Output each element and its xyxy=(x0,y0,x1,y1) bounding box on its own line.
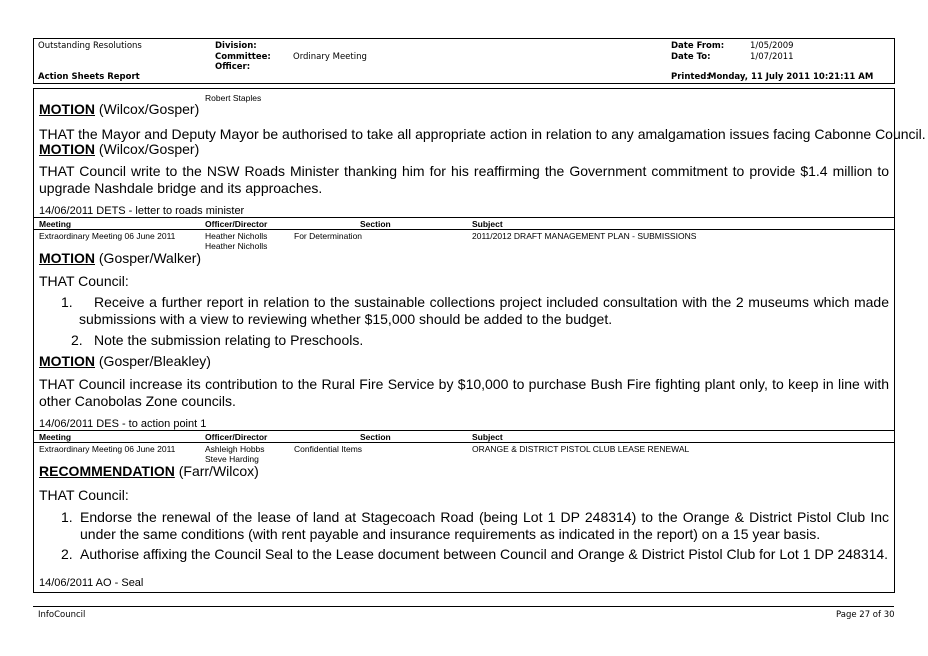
col-meeting-header: Meeting xyxy=(39,219,72,229)
recommendation-heading xyxy=(39,463,259,479)
table1-top-rule xyxy=(33,217,894,218)
motion-label: MOTION xyxy=(39,141,95,157)
motion-label: MOTION xyxy=(39,353,95,369)
motion-movers: (Gosper/Bleakley) xyxy=(98,353,211,369)
list1-item2-text: Note the submission relating to Preschools. xyxy=(94,332,364,348)
motion-movers: (Wilcox/Gosper) xyxy=(98,101,200,117)
footer-left: InfoCouncil xyxy=(38,610,86,620)
table1-header-rule xyxy=(33,229,894,230)
that-council-1: THAT Council: xyxy=(39,273,129,289)
row2-officer: Ashleigh Hobbs xyxy=(205,444,265,454)
row1-section: For Determination xyxy=(294,231,363,241)
report-name: Action Sheets Report xyxy=(38,72,140,82)
para-rfs: THAT Council increase its contribution to the Rural Fire Service by $10,000 to purchase Bush Fire fighting plant only, to keep in line with other Canobolas Zone councils. xyxy=(39,376,889,409)
action-note-1: 14/06/2011 DETS - letter to roads minister xyxy=(39,205,245,217)
row1-officer-2: Heather Nicholls xyxy=(205,241,268,251)
printed-label: Printed: xyxy=(671,72,710,82)
report-left-title: Outstanding Resolutions xyxy=(38,41,142,51)
committee-value: Ordinary Meeting xyxy=(293,52,367,62)
row2-subject: ORANGE & DISTRICT PISTOL CLUB LEASE RENEWAL xyxy=(472,444,690,454)
that-council-2: THAT Council: xyxy=(39,487,129,503)
list1-item1-line1: Receive a further report in relation to the sustainable collections project included consultation with the 2 museums which made xyxy=(94,294,889,310)
motion-movers: (Gosper/Walker) xyxy=(98,250,202,266)
motion-heading-4 xyxy=(39,353,211,369)
motion-movers: (Wilcox/Gosper) xyxy=(98,141,200,157)
col-subject-header: Subject xyxy=(472,219,503,229)
page-number: Page 27 of 30 xyxy=(836,610,895,620)
row2-section: Confidential Items xyxy=(294,444,363,454)
row2-meeting: Extraordinary Meeting 06 June 2011 xyxy=(39,444,176,454)
printed-value: Monday, 11 July 2011 10:21:11 AM xyxy=(708,72,874,82)
list1-item2-number: 2. xyxy=(71,332,83,348)
col-officer-header: Officer/Director xyxy=(205,432,268,442)
para-roads: THAT Council write to the NSW Roads Minister thanking him for his reaffirming the Government commitment to provide $1.4 million to upgrade Nashdale bridge and its approaches. xyxy=(39,163,889,196)
action-note-2: 14/06/2011 DES - to action point 1 xyxy=(39,418,207,430)
motion-label: MOTION xyxy=(39,101,95,117)
row1-officer: Heather Nicholls xyxy=(205,231,268,241)
row1-subject: 2011/2012 DRAFT MANAGEMENT PLAN - SUBMISSIONS xyxy=(472,231,697,241)
action-note-3: 14/06/2011 AO - Seal xyxy=(39,577,144,589)
date-from-label: Date From: xyxy=(671,41,725,51)
recommendation-label: RECOMMENDATION xyxy=(39,463,175,479)
col-officer-header: Officer/Director xyxy=(205,219,268,229)
officer-carry: Robert Staples xyxy=(205,93,262,103)
date-to-value: 1/07/2011 xyxy=(750,52,794,62)
list1-item1-line2: submissions with a view to reviewing whether $15,000 should be added to the budget. xyxy=(79,311,613,327)
col-meeting-header: Meeting xyxy=(39,432,72,442)
motion-label: MOTION xyxy=(39,250,95,266)
row2-officer-2: Steve Harding xyxy=(205,454,259,464)
motion-heading-2 xyxy=(39,141,199,157)
committee-label: Committee: xyxy=(215,52,271,62)
list2-item1-number: 1. xyxy=(61,509,73,525)
list1-item1-number: 1. xyxy=(61,294,73,310)
motion-heading-1 xyxy=(39,101,199,117)
para-amalgamation: THAT the Mayor and Deputy Mayor be authorised to take all appropriate action in relation to any amalgamation issues facing Cabonne Council. xyxy=(39,126,926,142)
officer-label: Officer: xyxy=(215,62,251,72)
motion-heading-3 xyxy=(39,250,201,266)
footer-rule xyxy=(33,606,894,607)
table2-top-rule xyxy=(33,430,894,431)
col-section-header: Section xyxy=(360,432,391,442)
list2-item2-text: Authorise affixing the Council Seal to the Lease document between Council and Orange & District Pistol Club for Lot 1 DP 248314. xyxy=(80,546,889,562)
list2-item1-text: Endorse the renewal of the lease of land at Stagecoach Road (being Lot 1 DP 248314) to the Orange & District Pistol Club Inc under the same conditions (with rent payable and insurance requirements as indicated in the report) on a 15 year basis. xyxy=(80,509,889,542)
table2-header-rule xyxy=(33,442,894,443)
row1-meeting: Extraordinary Meeting 06 June 2011 xyxy=(39,231,176,241)
date-to-label: Date To: xyxy=(671,52,711,62)
list2-item2-number: 2. xyxy=(61,546,73,562)
col-section-header: Section xyxy=(360,219,391,229)
col-subject-header: Subject xyxy=(472,432,503,442)
date-from-value: 1/05/2009 xyxy=(750,41,794,51)
recommendation-movers: (Farr/Wilcox) xyxy=(178,463,259,479)
division-label: Division: xyxy=(215,41,257,51)
